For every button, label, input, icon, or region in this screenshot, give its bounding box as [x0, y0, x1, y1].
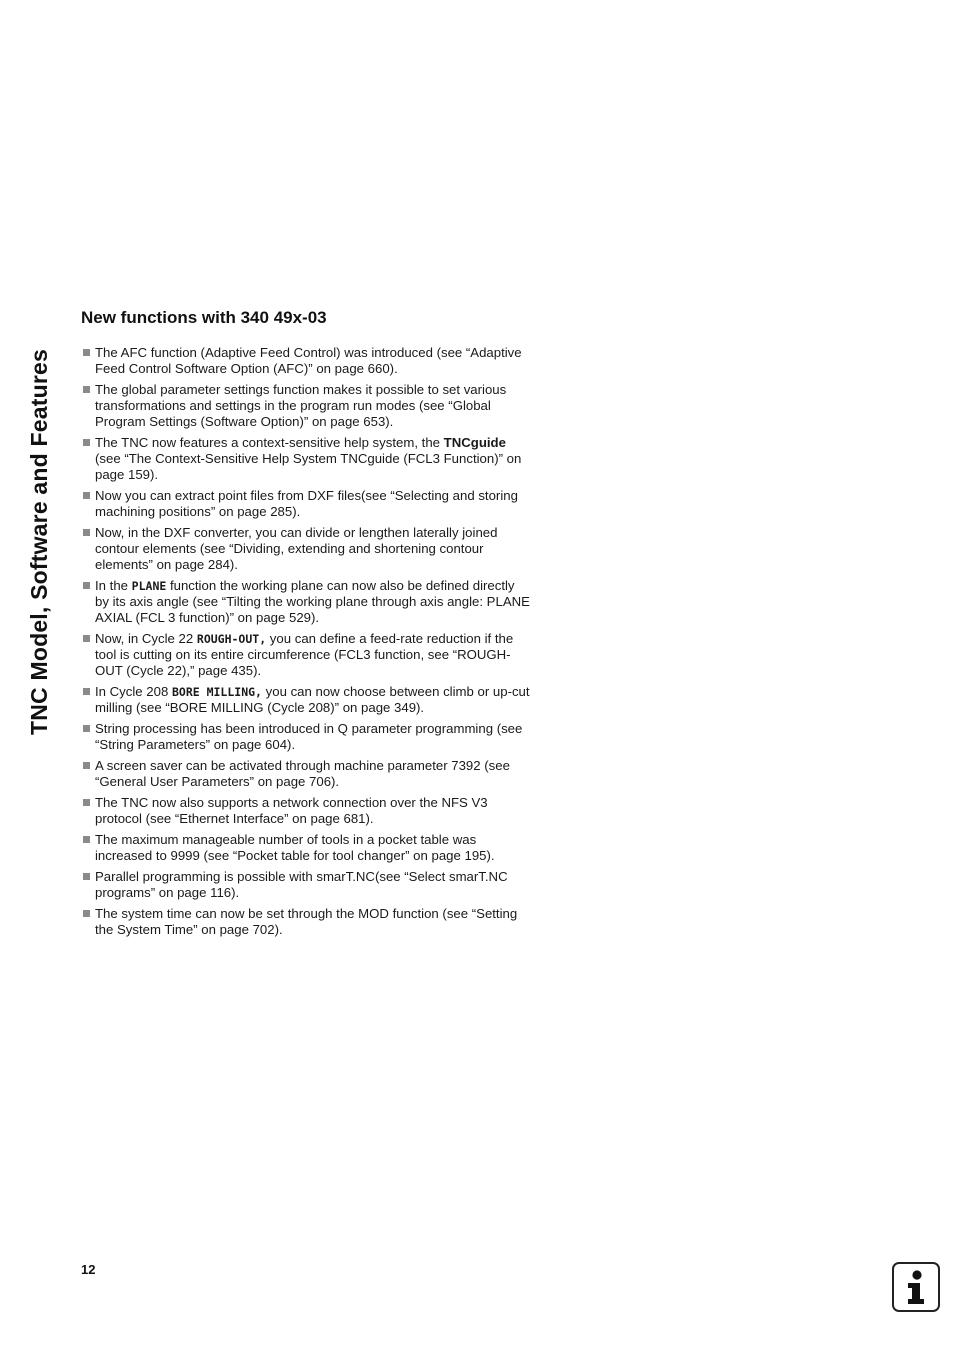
code-keyword: ROUGH-OUT,	[196, 632, 267, 646]
list-item: The global parameter settings function makes it possible to set various transformations and settings in the program run modes (see “Global Program Settings (Software Option)” on page 653).	[81, 382, 531, 430]
bullet-icon	[83, 762, 90, 769]
list-item: In the PLANE function the working plane can now also be defined directly by its axis angle (see “Tilting the working plane through axis angle: PLANE AXIAL (FCL 3 function)” on page 529).	[81, 578, 531, 626]
list-item: The AFC function (Adaptive Feed Control) was introduced (see “Adaptive Feed Control Software Option (AFC)” on page 660).	[81, 345, 531, 377]
list-item: A screen saver can be activated through machine parameter 7392 (see “General User Parameters” on page 706).	[81, 758, 531, 790]
list-item: The TNC now features a context-sensitive help system, the TNCguide (see “The Context-Sensitive Help System TNCguide (FCL3 Function)” on page 159).	[81, 435, 531, 483]
bullet-icon	[83, 688, 90, 695]
bullet-icon	[83, 910, 90, 917]
bullet-icon	[83, 529, 90, 536]
section-heading: New functions with 340 49x-03	[81, 308, 327, 327]
code-keyword: PLANE	[131, 579, 167, 593]
emphasis: TNCguide	[443, 435, 506, 450]
list-item: The system time can now be set through the MOD function (see “Setting the System Time” on page 702).	[81, 906, 531, 938]
list-item: Parallel programming is possible with smarT.NC(see “Select smarT.NC programs” on page 116).	[81, 869, 531, 901]
code-keyword: BORE MILLING,	[171, 685, 262, 699]
side-chapter-title: TNC Model, Software and Features	[26, 349, 52, 735]
bullet-icon	[83, 799, 90, 806]
bullet-icon	[83, 349, 90, 356]
bullet-icon	[83, 439, 90, 446]
bullet-icon	[83, 873, 90, 880]
list-item: Now, in the DXF converter, you can divide or lengthen laterally joined contour elements (see “Dividing, extending and shortening contour elements” on page 284).	[81, 525, 531, 573]
bullet-icon	[83, 725, 90, 732]
feature-list	[81, 345, 531, 943]
info-icon	[892, 1262, 940, 1312]
list-item: Now you can extract point files from DXF files(see “Selecting and storing machining positions” on page 285).	[81, 488, 531, 520]
list-item: The maximum manageable number of tools in a pocket table was increased to 9999 (see “Pocket table for tool changer” on page 195).	[81, 832, 531, 864]
list-item: Now, in Cycle 22 ROUGH-OUT, you can define a feed-rate reduction if the tool is cutting on its entire circumference (FCL3 function, see “ROUGH-OUT (Cycle 22),” page 435).	[81, 631, 531, 679]
bullet-icon	[83, 635, 90, 642]
list-item: String processing has been introduced in Q parameter programming (see “String Parameters” on page 604).	[81, 721, 531, 753]
list-item: The TNC now also supports a network connection over the NFS V3 protocol (see “Ethernet Interface” on page 681).	[81, 795, 531, 827]
page-number: 12	[81, 1262, 96, 1277]
bullet-icon	[83, 492, 90, 499]
list-item: In Cycle 208 BORE MILLING, you can now choose between climb or up-cut milling (see “BORE MILLING (Cycle 208)” on page 349).	[81, 684, 531, 716]
bullet-icon	[83, 582, 90, 589]
info-glyph	[894, 1264, 938, 1310]
bullet-icon	[83, 386, 90, 393]
bullet-icon	[83, 836, 90, 843]
